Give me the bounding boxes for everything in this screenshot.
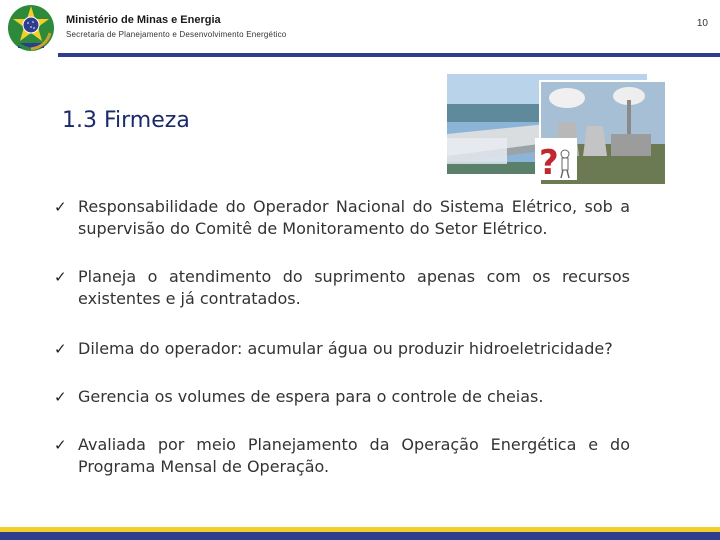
header-divider	[58, 53, 720, 57]
checkmark-icon: ✓	[54, 268, 67, 286]
org-subtitle: Secretaria de Planejamento e Desenvolvimento Energético	[66, 30, 287, 39]
page-number: 10	[696, 18, 708, 29]
header	[0, 0, 720, 56]
bullet-text: Responsabilidade do Operador Nacional do Sistema Elétrico, sob a supervisão do Comitê de Monitoramento do Setor Elétrico.	[78, 197, 630, 238]
bullet-list	[54, 196, 630, 478]
bullet-text: Avaliada por meio Planejamento da Operação Energética e do Programa Mensal de Operação.	[78, 435, 630, 476]
checkmark-icon: ✓	[54, 340, 67, 358]
checkmark-icon: ✓	[54, 436, 67, 454]
question-mark-icon	[535, 138, 577, 183]
bullet-text: Gerencia os volumes de espera para o controle de cheias.	[78, 387, 544, 406]
bullet-item	[54, 196, 630, 240]
brazil-coat-of-arms-icon	[6, 3, 56, 53]
checkmark-icon: ✓	[54, 198, 67, 216]
svg-text:?: ?	[539, 143, 559, 183]
bullet-item	[54, 338, 630, 360]
bullet-item	[54, 266, 630, 310]
slide-title: 1.3 Firmeza	[62, 108, 190, 133]
bullet-item	[54, 434, 630, 478]
power-plants-illustration	[447, 74, 667, 186]
checkmark-icon: ✓	[54, 388, 67, 406]
footer-stripe-blue	[0, 532, 720, 540]
org-title: Ministério de Minas e Energia	[66, 14, 221, 26]
bullet-text: Planeja o atendimento do suprimento apenas com os recursos existentes e já contratados.	[78, 267, 630, 308]
bullet-item	[54, 386, 630, 408]
bullet-text: Dilema do operador: acumular água ou produzir hidroeletricidade?	[78, 339, 613, 358]
